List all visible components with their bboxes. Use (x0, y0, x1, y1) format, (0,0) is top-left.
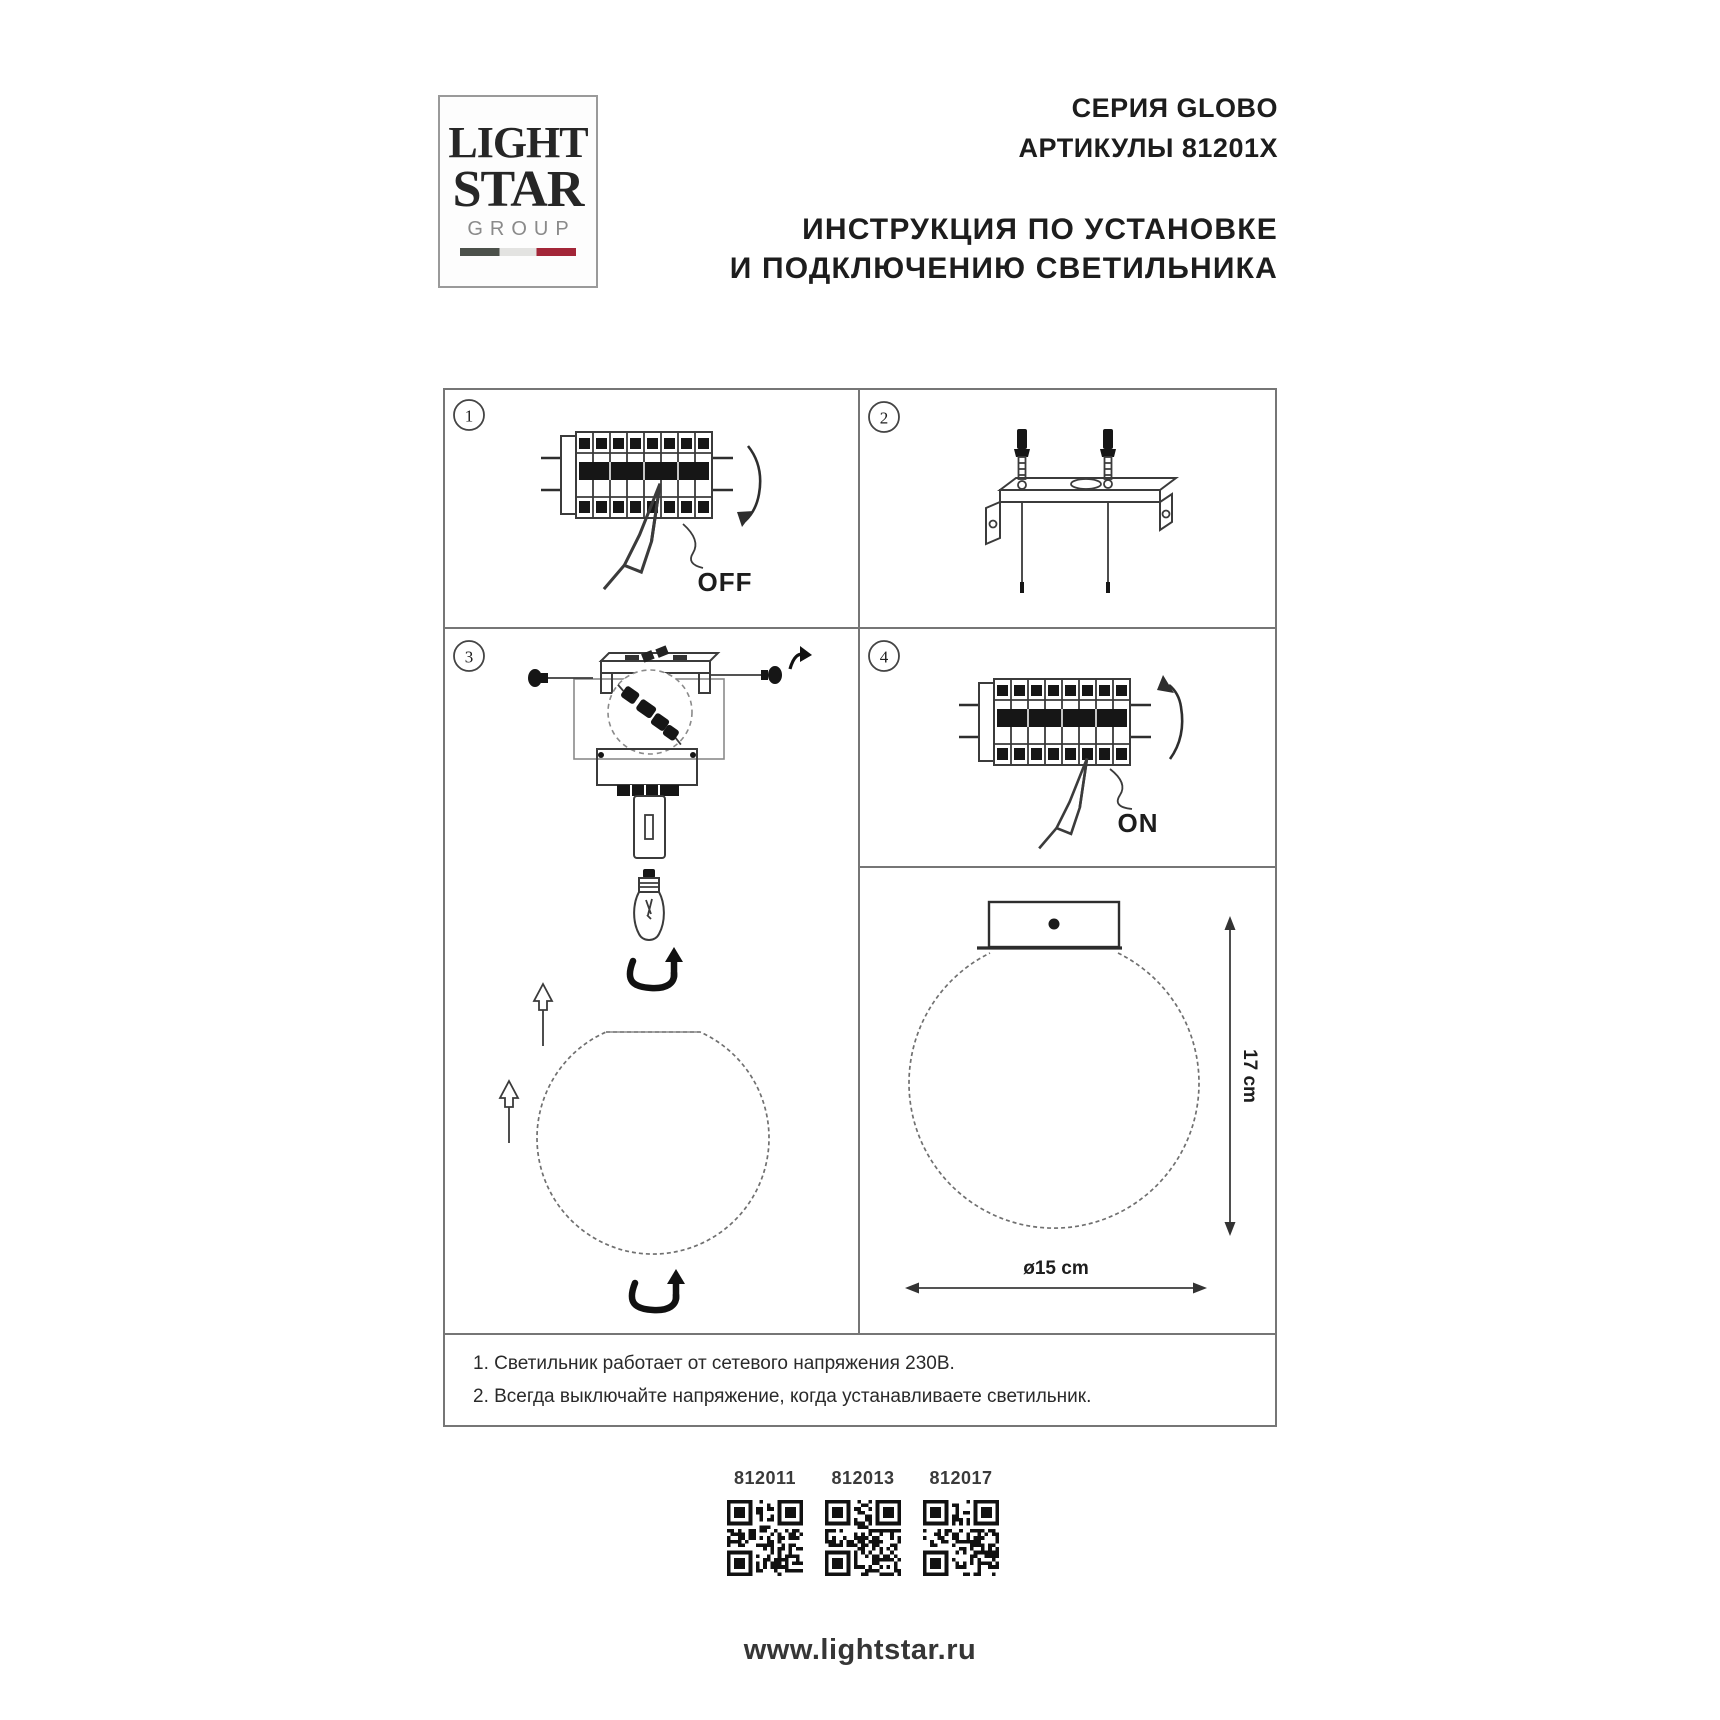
series-title: СЕРИЯ GLOBO (1071, 93, 1278, 123)
qr-article-label: 812013 (831, 1468, 895, 1488)
safety-notes (445, 1335, 1275, 1425)
lamp-holder-drawing (634, 796, 665, 858)
step-4-number: 4 (879, 647, 889, 667)
step-4-illustration (860, 629, 1275, 866)
logo-text-group: GROUP (467, 218, 576, 240)
socket-drawing (617, 785, 679, 796)
qr-article-label: 812011 (733, 1468, 797, 1488)
qr-article-label: 812017 (929, 1468, 993, 1488)
lamp-dimensions-illustration (860, 868, 1275, 1333)
logo-text-star: STAR (452, 161, 584, 218)
instruction-title-line1: ИНСТРУКЦИЯ ПО УСТАНОВКЕ (802, 213, 1278, 246)
step-3-number: 3 (464, 647, 474, 667)
qr-code (727, 1500, 803, 1576)
screw-rotation-arrow-icon (800, 646, 812, 662)
globe-outline-drawing (909, 953, 1199, 1228)
italian-flag-stripe (460, 248, 576, 256)
qr-block (825, 1468, 901, 1576)
step-1-illustration (445, 390, 858, 627)
instruction-title-line2: И ПОДКЛЮЧЕНИЮ СВЕТИЛЬНИКА (729, 252, 1278, 285)
base-screw-dot (1049, 919, 1060, 930)
step-2-illustration (860, 390, 1275, 627)
step-4-label-on: ON (1117, 808, 1159, 838)
height-dimension-label: 17 cm (1239, 1049, 1260, 1103)
lightstar-logo (438, 95, 598, 288)
glass-globe-drawing (537, 1032, 769, 1254)
bulb-drawing (634, 869, 664, 940)
qr-code (825, 1500, 901, 1576)
note-2: 2. Всегда выключайте напряжение, когда устанавливаете светильник. (473, 1386, 1092, 1407)
logo-text-light: LIGHT (448, 118, 588, 167)
step-1-label-off: OFF (697, 567, 753, 597)
step-1-number: 1 (464, 406, 474, 426)
diameter-dimension-label: ø15 cm (1023, 1258, 1089, 1279)
curved-arrow-icon (737, 511, 754, 527)
qr-block (727, 1468, 803, 1576)
instruction-table (443, 388, 1277, 1427)
step-2-number: 2 (879, 408, 889, 428)
qr-code (923, 1500, 999, 1576)
note-1: 1. Светильник работает от сетевого напряжения 230В. (473, 1353, 955, 1374)
document-header (730, 88, 1278, 288)
instruction-title (730, 210, 1278, 288)
curved-arrow-icon (1157, 675, 1174, 693)
articles-title: АРТИКУЛЫ 81201X (1018, 133, 1278, 163)
website-url: www.lightstar.ru (743, 1634, 977, 1666)
qr-block (923, 1468, 999, 1576)
step-3-illustration (445, 629, 858, 1333)
canopy-drawing (597, 749, 697, 785)
article-qr-codes (703, 1468, 1023, 1576)
